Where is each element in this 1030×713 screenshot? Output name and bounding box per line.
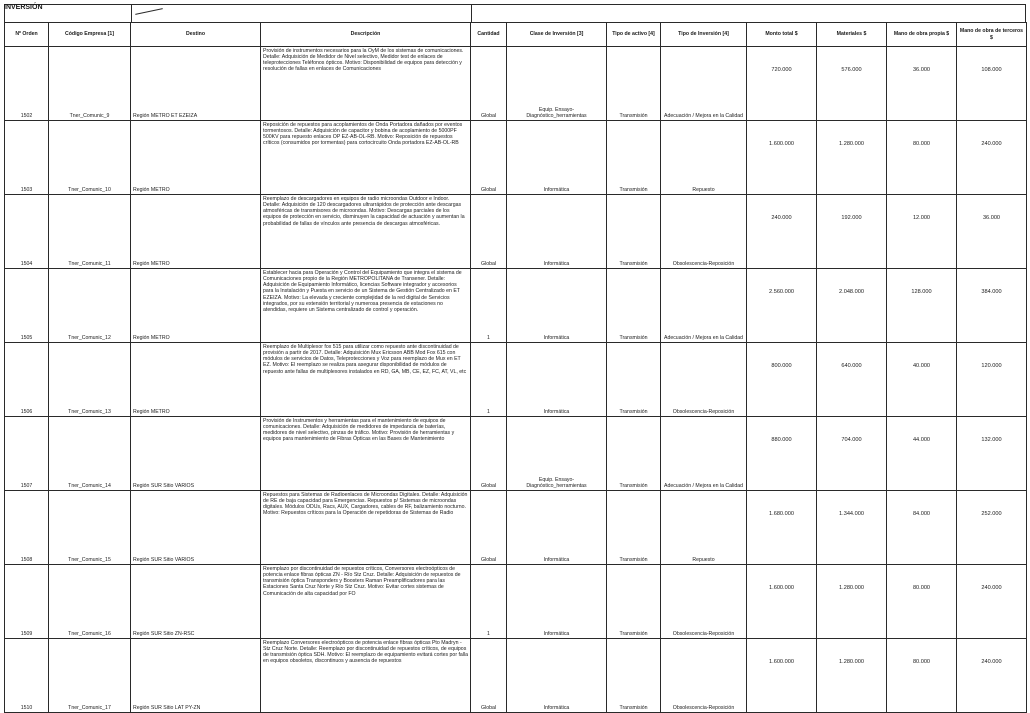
cell-destino: Región SUR Sitio VARIOS [131, 417, 261, 491]
cell-descripcion: Establecer hacia para Operación y Control del Equipamiento que integra el sistema de Comunicaciones propio de la Región METROPOLITANA de Transener. Detalle: Adquisición de Equipamiento Informático, licencias Software integrador y accesorios para la Instalación y Puesta en servicio de un Sistema de Gestión Centralizado en ET EZEIZA. Motivo: La elevada y creciente complejidad de la red digital de Servicios integrados, por su extensión territorial y numerosa presencia de estaciones no atendidas, requiere un Sistema centralizado de control y operación. [261, 269, 471, 343]
cell-tipo-inversion: Adecuación / Mejora en la Calidad [661, 47, 747, 121]
cell-clase: Informática [507, 269, 607, 343]
cell-descripcion: Repuestos para Sistemas de Radioenlaces de Microondas Digitales. Detalle: Adquisición de RE de baja capacidad para Emergencias. Repuestos p/ Sistemas de microondas digitales. Módulos ODUs, Racs, AUX, Cargadores, cables de RF, balizamiento nocturno. Motivo: Repuestos críticos para la Operación de repetidoras de Sistemas de Radio [261, 491, 471, 565]
header-row [5, 23, 1027, 47]
cell-clase: Informática [507, 195, 607, 269]
cell-mo-propia: 12.000 [887, 195, 957, 269]
cell-clase: Informática [507, 565, 607, 639]
cell-mo-terceros: 240.000 [957, 639, 1027, 713]
cell-mo-terceros: 108.000 [957, 47, 1027, 121]
cell-monto-total: 800.000 [747, 343, 817, 417]
col-destino: Destino [131, 23, 261, 47]
table-row [5, 565, 1027, 639]
cell-tipo-inversion: Repuesto [661, 121, 747, 195]
cell-orden: 1504 [5, 195, 49, 269]
cell-mo-terceros: 36.000 [957, 195, 1027, 269]
cell-destino: Región SUR Sitio ZN-RSC [131, 565, 261, 639]
cell-descripcion: Reemplazo por discontinuidad de repuestos críticos, Conversores electroópticos de potencia enlace fibras ópticas ZN - Río Stz Cruz. Detalle: Adquisición de repuestos de transmisión óptica Transponders y Boosters Raman Preamplificadores para las Estaciones Santa Cruz Norte y Río Stz Cruz. Motivo: Evitar cortes sistemas de Comunicación de alta capacidad por FO [261, 565, 471, 639]
cell-tipo-activo: Transmisión [607, 417, 661, 491]
cell-codigo: Tner_Comunic_11 [49, 195, 131, 269]
cell-cantidad: Global [471, 47, 507, 121]
cell-materiales: 1.280.000 [817, 121, 887, 195]
cell-monto-total: 1.600.000 [747, 639, 817, 713]
table-row [5, 47, 1027, 121]
cell-cantidad: Global [471, 639, 507, 713]
cell-clase: Informática [507, 491, 607, 565]
cell-tipo-inversion: Repuesto [661, 491, 747, 565]
cell-codigo: Tner_Comunic_14 [49, 417, 131, 491]
cell-destino: Región METRO [131, 195, 261, 269]
col-codigo: Código Empresa [1] [49, 23, 131, 47]
cell-tipo-activo: Transmisión [607, 343, 661, 417]
cell-orden: 1508 [5, 491, 49, 565]
cell-destino: Región SUR Sitio LAT PY-ZN [131, 639, 261, 713]
cell-clase: Informática [507, 343, 607, 417]
cell-monto-total: 2.560.000 [747, 269, 817, 343]
col-tipo-inversion: Tipo de Inversión [4] [661, 23, 747, 47]
cell-orden: 1505 [5, 269, 49, 343]
col-monto-total: Monto total $ [747, 23, 817, 47]
col-orden: Nº Orden [5, 23, 49, 47]
cell-clase: Informática [507, 121, 607, 195]
cell-materiales: 1.344.000 [817, 491, 887, 565]
cell-mo-terceros: 240.000 [957, 121, 1027, 195]
col-cantidad: Cantidad [471, 23, 507, 47]
cell-codigo: Tner_Comunic_15 [49, 491, 131, 565]
cell-materiales: 640.000 [817, 343, 887, 417]
cell-clase: Equip. Ensayo-Diagnóstico_herramientas [507, 47, 607, 121]
cell-cantidad: Global [471, 417, 507, 491]
cell-codigo: Tner_Comunic_12 [49, 269, 131, 343]
cell-tipo-activo: Transmisión [607, 491, 661, 565]
cell-tipo-activo: Transmisión [607, 121, 661, 195]
cell-codigo: Tner_Comunic_17 [49, 639, 131, 713]
cell-tipo-activo: Transmisión [607, 195, 661, 269]
col-clase: Clase de Inversión [3] [507, 23, 607, 47]
col-tipo-activo: Tipo de activo [4] [607, 23, 661, 47]
cell-orden: 1507 [5, 417, 49, 491]
cell-mo-propia: 80.000 [887, 565, 957, 639]
cell-tipo-inversion: Adecuación / Mejora en la Calidad [661, 417, 747, 491]
cell-descripcion: Provisión de instrumentos necesarios para la OyM de los sistemas de comunicaciones. Detalle: Adquisición de Medidor de Nivel selectivo, Medidor test de enlaces de teleprotecciones Teléfonos ópticos. Motivo: Disponibilidad de equipos para detección y resolución de fallas en enlaces de Comunicaciones [261, 47, 471, 121]
cell-orden: 1503 [5, 121, 49, 195]
cell-destino: Región METRO [131, 343, 261, 417]
cell-destino: Región SUR Sitio VARIOS [131, 491, 261, 565]
cell-descripcion: Reemplazo Conversores electroópticos de potencia enlace fibras ópticas Pto Madryn - Stz Cruz Norte. Detalle: Reemplazo por discontinuidad de repuestos críticos, de equipos de transmisión óptica SDH. Motivo: El reemplazo de equipamiento evitará cortes por falla en equipos obsoletos, discontinuos y ausencia de repuestos [261, 639, 471, 713]
cell-orden: 1506 [5, 343, 49, 417]
col-materiales: Materiales $ [817, 23, 887, 47]
cell-mo-propia: 84.000 [887, 491, 957, 565]
table-row [5, 343, 1027, 417]
cell-mo-terceros: 252.000 [957, 491, 1027, 565]
cell-tipo-inversion: Obsolescencia-Reposición [661, 195, 747, 269]
cell-mo-propia: 80.000 [887, 639, 957, 713]
cell-descripcion: Reposición de repuestos para acoplamientos de Onda Portadora dañados por eventos tormentosos. Detalle: Adquisición de capacitor y bobina de acoplamiento de 5000PF 500KV para repuesto enlaces OP EZ-AB-OL-RB. Motivo: Reposición de repuestos críticos (consumidos por tormentas) para cortocircuito Onda portadora EZ-AB-OL-RB [261, 121, 471, 195]
col-descripcion: Descripción [261, 23, 471, 47]
cell-tipo-inversion: Adecuación / Mejora en la Calidad [661, 269, 747, 343]
cell-cantidad: 1 [471, 343, 507, 417]
cell-cantidad: 1 [471, 565, 507, 639]
cell-materiales: 704.000 [817, 417, 887, 491]
cell-monto-total: 1.680.000 [747, 491, 817, 565]
cell-destino: Región METRO ET EZEIZA [131, 47, 261, 121]
table-row [5, 121, 1027, 195]
cell-cantidad: 1 [471, 269, 507, 343]
cell-mo-terceros: 240.000 [957, 565, 1027, 639]
cell-monto-total: 1.600.000 [747, 565, 817, 639]
cell-orden: 1509 [5, 565, 49, 639]
cell-cantidad: Global [471, 491, 507, 565]
cell-monto-total: 1.600.000 [747, 121, 817, 195]
cell-destino: Región METRO [131, 121, 261, 195]
cell-materiales: 2.048.000 [817, 269, 887, 343]
cell-tipo-activo: Transmisión [607, 565, 661, 639]
cell-destino: Región METRO [131, 269, 261, 343]
cell-mo-terceros: 384.000 [957, 269, 1027, 343]
cell-mo-propia: 40.000 [887, 343, 957, 417]
cell-mo-terceros: 132.000 [957, 417, 1027, 491]
sheet-top-band [4, 4, 1026, 22]
cell-orden: 1502 [5, 47, 49, 121]
col-mo-propia: Mano de obra propia $ [887, 23, 957, 47]
cell-mo-propia: 80.000 [887, 121, 957, 195]
table-row [5, 417, 1027, 491]
cell-descripcion: Reemplazo de Multiplexor fox 515 para utilizar como repuesto ante discontinuidad de provisión a partir de 2017. Detalle: Adquisición Mux Ericsson ABB Mod Fox 615 con módulos de servicios de Datos, Teleprotecciones y Voz para reemplazo de Mux en ET EZ. Motivo: El reemplazo se realiza para asegurar disponibilidad de módulos de repuesto ante fallas de multiplexores instalados en RD, GA, MB, CE, EZ, FC, AT, VL, etc [261, 343, 471, 417]
cell-cantidad: Global [471, 121, 507, 195]
cell-orden: 1510 [5, 639, 49, 713]
pen-mark [135, 8, 163, 15]
cell-codigo: Tner_Comunic_10 [49, 121, 131, 195]
cell-mo-propia: 36.000 [887, 47, 957, 121]
sheet-title: INVERSIÓN [4, 4, 43, 11]
table-row [5, 491, 1027, 565]
table-row [5, 269, 1027, 343]
cell-tipo-inversion: Obsolescencia-Reposición [661, 565, 747, 639]
table-row [5, 639, 1027, 713]
cell-descripcion: Provisión de Instrumentos y herramientas para el mantenimiento de equipos de comunicaciones. Detalle: Adquisición de medidores de impedancia de baterías, medidores de nivel selectivo, pinzas de tráfico. Motivo: Provisión de herramientas y equipos para mantenimiento de Fibras Ópticas en las Bases de Mantenimiento [261, 417, 471, 491]
cell-monto-total: 240.000 [747, 195, 817, 269]
col-mo-terceros: Mano de obra de terceros $ [957, 23, 1027, 47]
cell-descripcion: Reemplazo de descargadores en equipos de radio microondas Outdoor e Indoor. Detalle: Adquisición de 120 descargadores ultrarrápidos de protección ante descargas atmosféricas de transmisores de microondas. Motivo: Descargas parciales de los equipos de protección en servicio, disminuyen la capacidad de actuación y aumentan la probabilidad de fallas de vínculos ante presencia de descargas atmosféricas. [261, 195, 471, 269]
cell-tipo-inversion: Obsolescencia-Reposición [661, 639, 747, 713]
cell-clase: Informática [507, 639, 607, 713]
cell-tipo-activo: Transmisión [607, 47, 661, 121]
cell-codigo: Tner_Comunic_9 [49, 47, 131, 121]
cell-mo-propia: 44.000 [887, 417, 957, 491]
cell-tipo-activo: Transmisión [607, 639, 661, 713]
cell-codigo: Tner_Comunic_16 [49, 565, 131, 639]
cell-materiales: 1.280.000 [817, 565, 887, 639]
investment-table [4, 22, 1027, 713]
cell-mo-terceros: 120.000 [957, 343, 1027, 417]
table-row [5, 195, 1027, 269]
cell-materiales: 576.000 [817, 47, 887, 121]
cell-clase: Equip. Ensayo-Diagnóstico_herramientas [507, 417, 607, 491]
cell-codigo: Tner_Comunic_13 [49, 343, 131, 417]
cell-monto-total: 880.000 [747, 417, 817, 491]
cell-tipo-inversion: Obsolescencia-Reposición [661, 343, 747, 417]
cell-cantidad: Global [471, 195, 507, 269]
cell-materiales: 192.000 [817, 195, 887, 269]
cell-monto-total: 720.000 [747, 47, 817, 121]
cell-mo-propia: 128.000 [887, 269, 957, 343]
cell-materiales: 1.280.000 [817, 639, 887, 713]
cell-tipo-activo: Transmisión [607, 269, 661, 343]
